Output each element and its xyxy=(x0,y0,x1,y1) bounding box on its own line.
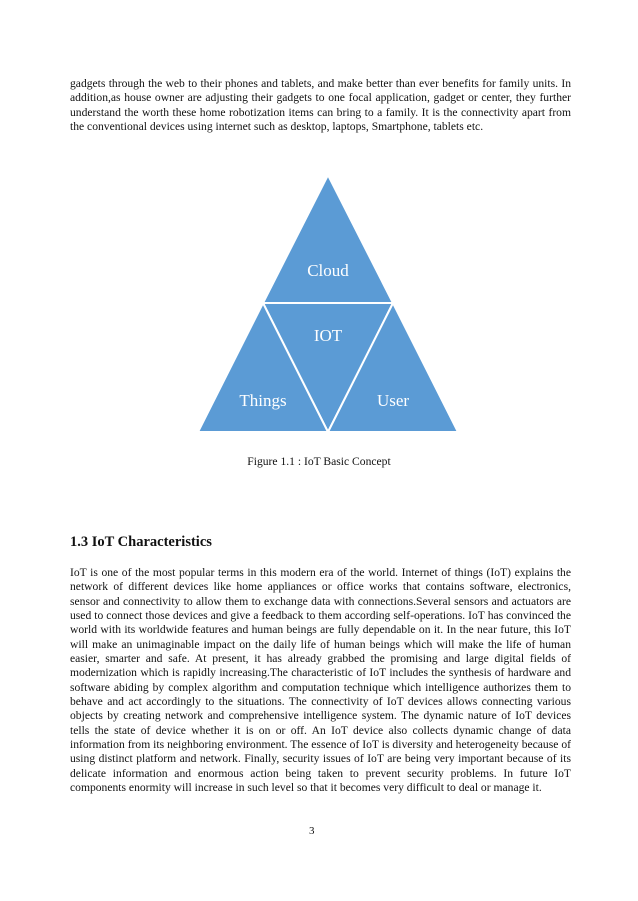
page-number: 3 xyxy=(309,825,315,837)
cloud-triangle xyxy=(263,175,393,303)
things-label: Things xyxy=(239,391,287,410)
intro-paragraph: gadgets through the web to their phones and tablets, and make better than ever benefits for family units. In addition,as house owner are adjusting their gadgets to one focal application, gadget or center, they further understand the worth these home robotization items can bring to a family. It is the connectivity apart from the conventional devices using internet such as desktop, laptops, Smartphone, tablets etc. xyxy=(70,77,571,134)
iot-label: IOT xyxy=(313,326,343,345)
user-label: User xyxy=(376,391,410,410)
iot-triangle-svg xyxy=(198,175,458,435)
iot-concept-diagram xyxy=(198,175,458,435)
section-paragraph: IoT is one of the most popular terms in this modern era of the world. Internet of things (IoT) explains the network of different devices like home appliances or office works that contains software, electronics, sensor and connectivity to allow them to exchange data with connections.Several sensors and actuators are used to connect those devices and give a feedback to them according self-operations. IoT has convinced the world with its worldwide features and human beings are fully dependable on it. In the near future, this IoT will make an unimaginable impact on the daily life of human beings which will make the life of human easier, smarter and safe. At present, it has already grabbed the promising and large digital fields of modernization which is rapidly increasing.The characteristic of IoT includes the synthesis of hardware and software abiding by complex algorithm and computation technique which intelligence authorizes them to behave and act accordingly to the situations. The connectivity of IoT devices allows connecting various objects by creating network and comprehensive intelligence system. The dynamic nature of IoT devices tells the state of device whether it is on or off. An IoT device also collects dynamic change of data information from its neighboring environment. The essence of IoT is diversity and heterogeneity because of using distinct platform and network. Finally, security issues of IoT are being very important because of its delicate information and enormous action being taken to prevent security problems. In future IoT components enormity will increase in such level so that it becomes very difficult to deal or manage it. xyxy=(70,566,571,795)
cloud-label: Cloud xyxy=(307,261,349,280)
figure-caption: Figure 1.1 : IoT Basic Concept xyxy=(247,455,391,468)
section-heading: 1.3 IoT Characteristics xyxy=(70,534,212,550)
